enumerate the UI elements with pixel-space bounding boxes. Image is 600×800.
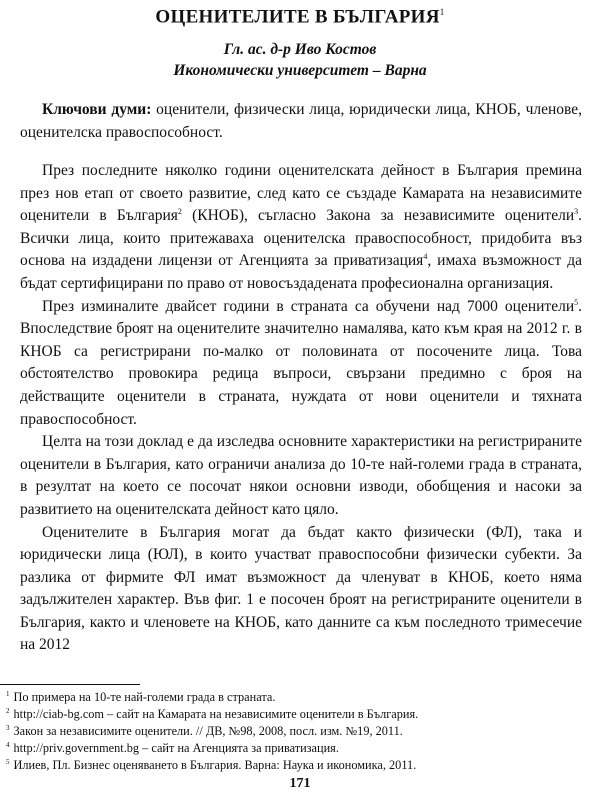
author-affiliation: Икономически университет – Варна: [173, 62, 427, 79]
footnote-mark: 1: [6, 689, 10, 698]
keywords-label: Ключови думи:: [42, 101, 152, 118]
keywords-text: оценители, физически лица, юридически лица, КНОБ, членове, оценителска правоспособност.: [20, 101, 583, 141]
footnote: [6, 706, 582, 723]
footnote-text: Закон за независимите оценители. // ДВ, №98, 2008, посл. изм. №19, 2011.: [13, 724, 403, 738]
footnote-text: http://ciab-bg.com – сайт на Камарата на независимите оценители в България.: [13, 707, 419, 721]
footnote-reference: 5: [574, 297, 579, 307]
page-number: 171: [289, 776, 311, 791]
body-paragraph: [20, 431, 582, 521]
title-footnote-mark: 1: [439, 7, 445, 17]
footnotes: [6, 689, 582, 774]
body-paragraph: [20, 522, 582, 658]
footnote-reference: 3: [574, 207, 579, 217]
paragraph-text: През последните няколко години оценителската дейност в България премина през нов етап от своето развитие, след като се създаде Камарата на независимите оценители в България: [20, 162, 582, 225]
footnote-text: http://priv.government.bg – сайт на Агенцията за приватизация.: [13, 741, 339, 755]
body-paragraph: [20, 296, 582, 432]
footnote: [6, 740, 582, 757]
footnote: [6, 757, 582, 774]
author-name: Гл. ас. д-р Иво Костов: [223, 41, 377, 58]
keywords: [20, 98, 582, 144]
footnote-mark: 2: [6, 706, 10, 715]
footnote-separator: [0, 684, 140, 685]
body-text: [20, 160, 582, 657]
footnote: [6, 723, 582, 740]
paragraph-text: (КНОБ), съгласно Закона за независимите оценители: [181, 207, 575, 225]
paragraph-text: , имаха възможност да бъдат сертифицирани по право от новосъздадената професионална организация.: [20, 252, 582, 292]
footnote-reference: 2: [177, 207, 182, 217]
footnote-mark: 3: [6, 723, 10, 732]
paragraph-text: Оценителите в България могат да бъдат както физически (ФЛ), така и юридически лица (ЮЛ), в които участват правоспособни физически субекти. За разлика от фирмите ФЛ имат възможност да членуват в КНОБ, което няма задължителен характер. Във фиг. 1 е посочен броят на регистрираните оценители в България, както и членовете на КНОБ, като данните са към последното тримесечие на 2012: [20, 523, 582, 654]
footnote-mark: 4: [6, 740, 10, 749]
footnote-reference: 4: [423, 252, 428, 262]
footnote: [6, 689, 582, 706]
paragraph-text: През изминалите двайсет години в страната са обучени над 7000 оценители: [42, 297, 575, 315]
paper-title: [0, 0, 600, 29]
paragraph-text: . Всички лица, които притежаваха оценителска правоспособност, придобита въз основа на издадени лицензи от Агенцията за приватизация: [20, 207, 582, 270]
paper-title-text: ОЦЕНИТЕЛИТЕ В БЪЛГАРИЯ: [155, 6, 440, 28]
footnote-text: По примера на 10-те най-големи града в страната.: [13, 690, 276, 704]
paragraph-text: . Впоследствие броят на оценителите значително намалява, като към края на 2012 г. в КНОБ са регистрирани по-малко от половината от посочените лица. Това обстоятелство провокира редица въпроси, свързани предимно с броя на действащите оценители в страната, нуждата от нови оценители и тяхната правоспособност.: [20, 297, 582, 428]
paragraph-text: Целта на този доклад е да изследва основните характеристики на регистрираните оценители в България, като ограничи анализа до 10-те най-големи града в страната, в резултат на което се посочат някои основни изводи, обобщения и насоки за развитието на оценителската дейност като цяло.: [20, 433, 582, 518]
footnote-text: Илиев, Пл. Бизнес оценяването в България. Варна: Наука и икономика, 2011.: [13, 758, 417, 772]
footnote-mark: 5: [6, 757, 10, 766]
body-paragraph: [20, 160, 582, 296]
